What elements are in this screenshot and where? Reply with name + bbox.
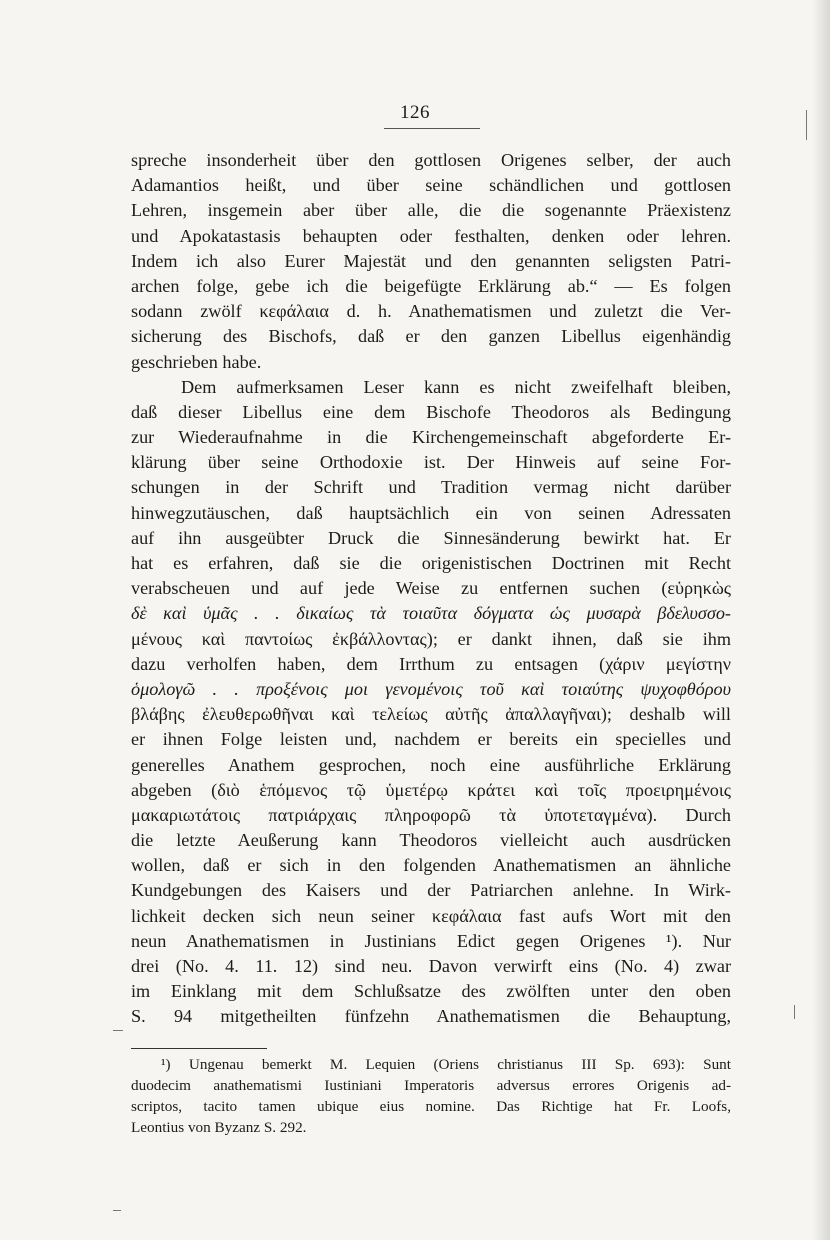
scan-speck [794,1005,795,1019]
text-line: er ihnen Folge leisten und, nachdem er bereits ein specielles und [131,729,731,750]
text-line: sicherung des Bischofs, daß er den ganzen Libellus eigenhändig [131,326,731,347]
text-line: Adamantios heißt, und über seine schändlichen und gottlosen [131,175,731,196]
text-line: spreche insonderheit über den gottlosen Origenes selber, der auch [131,150,731,170]
text-line: abgeben (διὸ ἑπόμενος τῷ ὑμετέρῳ κράτει καὶ τοῖς προειρημένοις [131,779,731,800]
page-number-rule [384,128,480,129]
text-line: μένους καὶ παντοίως ἐκβάλλοντας); er dankt ihnen, daß sie ihm [131,628,731,649]
text-line: zur Wiederaufnahme in die Kirchengemeinschaft abgeforderte Er- [131,427,731,448]
footnote-line: duodecim anathematismi Iustiniani Imperatoris adversus errores Origenis ad- [131,1077,731,1094]
greek-text-line: ὁμολογῶ . . προξένοις μοι γενομένοις τοῦ καὶ τοιαύτης ψυχοφθόρου [131,678,731,699]
footnotes [131,1054,731,1138]
text-line: drei (No. 4. 11. 12) sind neu. Davon verwirft eins (No. 4) zwar [131,956,731,976]
text-line: βλάβης ἐλευθερωθῆναι καὶ τελείως αὐτῆς ἀπαλλαγῆναι); deshalb will [131,704,731,725]
text-line: Kundgebungen des Kaisers und der Patriarchen anlehne. In Wirk- [131,880,731,901]
text-line: sodann zwölf κεφάλαια d. h. Anathematismen und zuletzt die Ver- [131,301,731,322]
text-line: verabscheuen und auf jede Weise zu entfernen suchen (εὑρηκὼς [131,578,731,599]
text-line: Dem aufmerksamen Leser kann es nicht zweifelhaft bleiben, [181,376,731,397]
text-line: im Einklang mit dem Schlußsatze des zwölften unter den oben [131,981,731,1002]
text-line: S. 94 mitgetheilten fünfzehn Anathematismen die Behauptung, [131,1006,731,1027]
scan-speck [113,1030,123,1031]
page-edge-shadow [812,0,830,1240]
footnote-rule [131,1048,267,1049]
greek-text-line: δὲ καὶ ὑμᾶς . . δικαίως τὰ τοιαῦτα δόγματα ὡς μυσαρὰ βδελυσσο- [131,603,731,624]
footnote-line: scriptos, tacito tamen ubique eius nomine. Das Richtige hat Fr. Loofs, [131,1098,731,1115]
text-line: Lehren, insgemein aber über alle, die die sogenannte Präexistenz [131,200,731,221]
text-line: lichkeit decken sich neun seiner κεφάλαια fast aufs Wort mit den [131,905,731,926]
text-line: hat es erfahren, daß sie die origenistischen Doctrinen mit Recht [131,553,731,573]
text-line: daß dieser Libellus eine dem Bischofe Theodoros als Bedingung [131,401,731,422]
body-text [131,148,731,1030]
text-line: hinwegzutäuschen, daß hauptsächlich ein von seinen Adressaten [131,502,731,523]
text-line: μακαριωτάτοις πατριάρχαις πληροφορῶ τὰ ὑποτεταγμένα). Durch [131,804,731,825]
scan-speck [806,110,807,140]
text-line: archen folge, gebe ich die beigefügte Erklärung ab.“ — Es folgen [131,275,731,296]
text-line: und Apokatastasis behaupten oder festhalten, denken oder lehren. [131,225,731,246]
text-line: schungen in der Schrift und Tradition vermag nicht darüber [131,477,731,498]
text-line: auf ihn ausgeübter Druck die Sinnesänderung bewirkt hat. Er [131,527,731,548]
text-line: Indem ich also Eurer Majestät und den genannten seligsten Patri- [131,250,731,271]
text-line: neun Anathematismen in Justinians Edict gegen Origenes ¹). Nur [131,930,731,951]
footnote-line: Leontius von Byzanz S. 292. [131,1119,307,1136]
text-line: die letzte Aeußerung kann Theodoros vielleicht auch ausdrücken [131,830,731,851]
page-number: 126 [400,102,430,123]
text-line: geschrieben habe. [131,351,262,372]
text-line: dazu verholfen haben, dem Irrthum zu entsagen (χάριν μεγίστην [131,653,731,674]
text-line: klärung über seine Orthodoxie ist. Der Hinweis auf seine For- [131,452,731,473]
footnote-line: ¹) Ungenau bemerkt M. Lequien (Oriens christianus III Sp. 693): Sunt [161,1056,731,1073]
scan-speck [113,1210,121,1211]
text-line: wollen, daß er sich in den folgenden Anathematismen an ähnliche [131,855,731,876]
text-line: generelles Anathem gesprochen, noch eine ausführliche Erklärung [131,754,731,775]
